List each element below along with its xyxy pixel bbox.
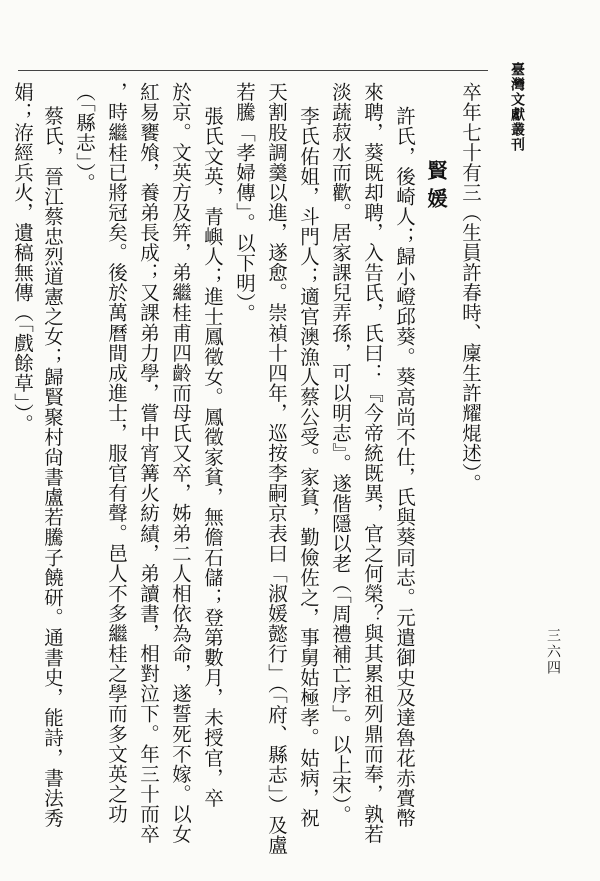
text-column-15: 娟；洊經兵火，遺稿無傳（「戲餘草」）。 xyxy=(11,82,34,434)
text-column-7: 天割股調羹以進，遂愈。崇禎十四年，巡按李嗣京表曰「淑媛懿行」（「府、縣志」）及盧 xyxy=(265,82,288,855)
text-column-9: 張氏文英，青嶼人；進士鳳徵女。鳳徵家貧，無儋石儲；登第數月，未授官，卒 xyxy=(201,106,224,808)
text-column-10: 於京。文英方及笄，弟繼桂甫四齡而母氏又卒，姊弟二人相依為命，遂誓死不嫁。以女 xyxy=(169,82,192,844)
text-column-5: 淡蔬菽水而歡。居家課兒弄孫，可以明志』。遂偕隱以老（「周禮補亡序」。以上宋）。 xyxy=(329,82,352,825)
text-column-3: 許氏，後崎人；歸小嶝邱葵。葵高尚不仕，氏與葵同志。元遣御史及達魯花赤賷幣 xyxy=(393,106,416,828)
text-column-11: 紅易饔飧，養弟長成；又課弟力學，嘗中宵篝火紡績，弟讀書，相對泣下。年三十而卒 xyxy=(137,82,160,844)
header-rule xyxy=(18,70,488,71)
text-column-14: 蔡氏，晉江蔡忠烈道憲之女；歸賢聚村尙書盧若騰子饒研。通書史，能詩，書法秀 xyxy=(41,106,64,828)
text-column-6: 李氏佑姐，斗門人；適官澳漁人蔡公受。家貧，勤儉佐之，事舅姑極孝。姑病，祝 xyxy=(297,106,320,828)
text-column-13: （「縣志」）。 xyxy=(73,82,96,194)
text-column-12: ，時繼桂已將冠矣。後於萬曆間成進士，服官有聲。邑人不多繼桂之學而多文英之功 xyxy=(105,82,128,824)
section-heading: 賢媛 xyxy=(424,160,448,216)
page-number: 三六四 xyxy=(545,628,561,676)
text-column-8: 若騰「孝婦傳」。以下明）。 xyxy=(233,82,256,324)
running-header-title: 臺灣文獻叢刊 xyxy=(509,62,525,152)
text-column-4: 來聘，葵既却聘，入告氏，氏曰：『今帝統既異，官之何榮？與其累祖列鼎而奉，孰若 xyxy=(361,82,384,844)
text-column-1: 卒年七十有三（生員許春時、廩生許耀焜述）。 xyxy=(459,82,482,494)
